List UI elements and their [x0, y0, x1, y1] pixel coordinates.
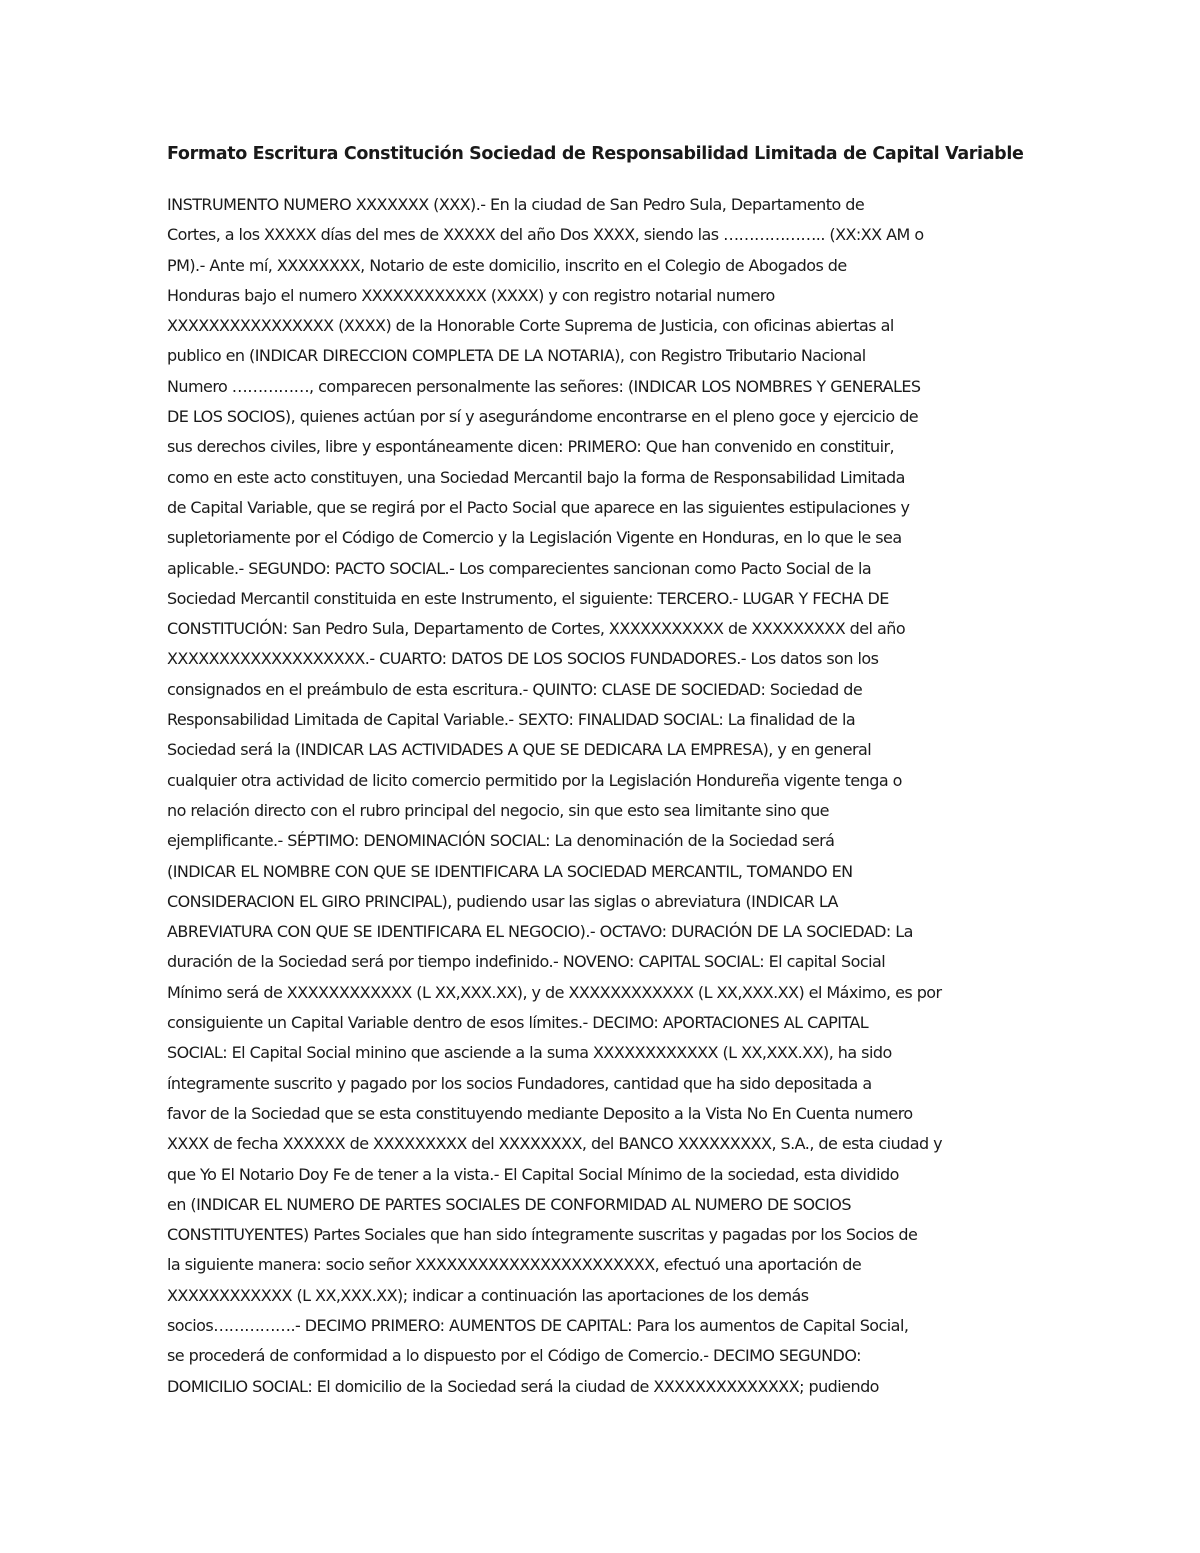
- body-line: (INDICAR EL NOMBRE CON QUE SE IDENTIFICARA LA SOCIEDAD MERCANTIL, TOMANDO EN: [167, 861, 853, 881]
- body-line: no relación directo con el rubro principal del negocio, sin que esto sea limitante sino que: [167, 800, 829, 820]
- body-line: CONSTITUCIÓN: San Pedro Sula, Departamento de Cortes, XXXXXXXXXXX de XXXXXXXXX del año: [167, 619, 906, 639]
- body-line: DOMICILIO SOCIAL: El domicilio de la Sociedad será la ciudad de XXXXXXXXXXXXXX; pudiendo: [167, 1376, 879, 1396]
- body-line: publico en (INDICAR DIRECCION COMPLETA DE LA NOTARIA), con Registro Tributario Nacional: [167, 346, 866, 366]
- body-line: Responsabilidad Limitada de Capital Variable.- SEXTO: FINALIDAD SOCIAL: La finalidad de la: [167, 710, 856, 730]
- body-line: socios…………….- DECIMO PRIMERO: AUMENTOS DE CAPITAL: Para los aumentos de Capital Social,: [167, 1315, 909, 1335]
- body-line: XXXXXXXXXXXX (L XX,XXX.XX); indicar a continuación las aportaciones de los demás: [167, 1285, 809, 1305]
- body-line: en (INDICAR EL NUMERO DE PARTES SOCIALES DE CONFORMIDAD AL NUMERO DE SOCIOS: [167, 1194, 851, 1214]
- body-line: Sociedad Mercantil constituida en este Instrumento, el siguiente: TERCERO.- LUGAR Y FECHA DE: [167, 588, 889, 608]
- body-line: Numero ……………, comparecen personalmente las señores: (INDICAR LOS NOMBRES Y GENERALES: [167, 376, 921, 396]
- body-line: XXXX de fecha XXXXXX de XXXXXXXXX del XXXXXXXX, del BANCO XXXXXXXXX, S.A., de esta ciudad y: [167, 1134, 943, 1154]
- body-line: consiguiente un Capital Variable dentro de esos límites.- DECIMO: APORTACIONES AL CAPITAL: [167, 1013, 869, 1033]
- body-line: sus derechos civiles, libre y espontáneamente dicen: PRIMERO: Que han convenido en constituir,: [167, 437, 895, 457]
- body-line: ejemplificante.- SÉPTIMO: DENOMINACIÓN SOCIAL: La denominación de la Sociedad será: [167, 831, 835, 851]
- body-line: DE LOS SOCIOS), quienes actúan por sí y asegurándome encontrarse en el pleno goce y ejercicio de: [167, 407, 919, 427]
- body-line: CONSIDERACION EL GIRO PRINCIPAL), pudiendo usar las siglas o abreviatura (INDICAR LA: [167, 891, 838, 911]
- body-line: como en este acto constituyen, una Sociedad Mercantil bajo la forma de Responsabilidad Limitada: [167, 467, 905, 487]
- body-line: SOCIAL: El Capital Social minino que asciende a la suma XXXXXXXXXXXX (L XX,XXX.XX), ha sido: [167, 1043, 892, 1063]
- body-line: aplicable.- SEGUNDO: PACTO SOCIAL.- Los comparecientes sancionan como Pacto Social de la: [167, 558, 872, 578]
- body-line: íntegramente suscrito y pagado por los socios Fundadores, cantidad que ha sido depositada a: [167, 1073, 872, 1093]
- body-line: Cortes, a los XXXXX días del mes de XXXXX del año Dos XXXX, siendo las ……………….. (XX:XX AM o: [167, 225, 924, 245]
- body-line: XXXXXXXXXXXXXXXXXXX.- CUARTO: DATOS DE LOS SOCIOS FUNDADORES.- Los datos son los: [167, 649, 879, 669]
- body-line: Sociedad será la (INDICAR LAS ACTIVIDADES A QUE SE DEDICARA LA EMPRESA), y en general: [167, 740, 872, 760]
- body-line: consignados en el preámbulo de esta escritura.- QUINTO: CLASE DE SOCIEDAD: Sociedad de: [167, 679, 863, 699]
- body-line: cualquier otra actividad de licito comercio permitido por la Legislación Hondureña vigente tenga o: [167, 770, 902, 790]
- body-line: Honduras bajo el numero XXXXXXXXXXXX (XXXX) y con registro notarial numero: [167, 285, 775, 305]
- body-line: de Capital Variable, que se regirá por el Pacto Social que aparece en las siguientes estipulaciones y: [167, 497, 910, 517]
- body-line: CONSTITUYENTES) Partes Sociales que han sido íntegramente suscritas y pagadas por los Socios de: [167, 1225, 918, 1245]
- body-line: que Yo El Notario Doy Fe de tener a la vista.- El Capital Social Mínimo de la sociedad, esta dividido: [167, 1164, 899, 1184]
- body-line: duración de la Sociedad será por tiempo indefinido.- NOVENO: CAPITAL SOCIAL: El capital Social: [167, 952, 886, 972]
- body-line: favor de la Sociedad que se esta constituyendo mediante Deposito a la Vista No En Cuenta numero: [167, 1103, 913, 1123]
- document-body: [167, 190, 1047, 1402]
- body-line: ABREVIATURA CON QUE SE IDENTIFICARA EL NEGOCIO).- OCTAVO: DURACIÓN DE LA SOCIEDAD: La: [167, 922, 913, 942]
- body-line: Mínimo será de XXXXXXXXXXXX (L XX,XXX.XX), y de XXXXXXXXXXXX (L XX,XXX.XX) el Máximo, es por: [167, 982, 942, 1002]
- body-line: PM).- Ante mí, XXXXXXXX, Notario de este domicilio, inscrito en el Colegio de Abogados de: [167, 255, 847, 275]
- body-line: XXXXXXXXXXXXXXXX (XXXX) de la Honorable Corte Suprema de Justicia, con oficinas abiertas al: [167, 316, 894, 336]
- body-line: la siguiente manera: socio señor XXXXXXXXXXXXXXXXXXXXXXX, efectuó una aportación de: [167, 1255, 862, 1275]
- body-line: supletoriamente por el Código de Comercio y la Legislación Vigente en Honduras, en lo que le sea: [167, 528, 902, 548]
- body-line: INSTRUMENTO NUMERO XXXXXXX (XXX).- En la ciudad de San Pedro Sula, Departamento de: [167, 195, 865, 214]
- document-title: Formato Escritura Constitución Sociedad de Responsabilidad Limitada de Capital Variable: [167, 144, 1024, 164]
- body-line: se procederá de conformidad a lo dispuesto por el Código de Comercio.- DECIMO SEGUNDO:: [167, 1346, 861, 1366]
